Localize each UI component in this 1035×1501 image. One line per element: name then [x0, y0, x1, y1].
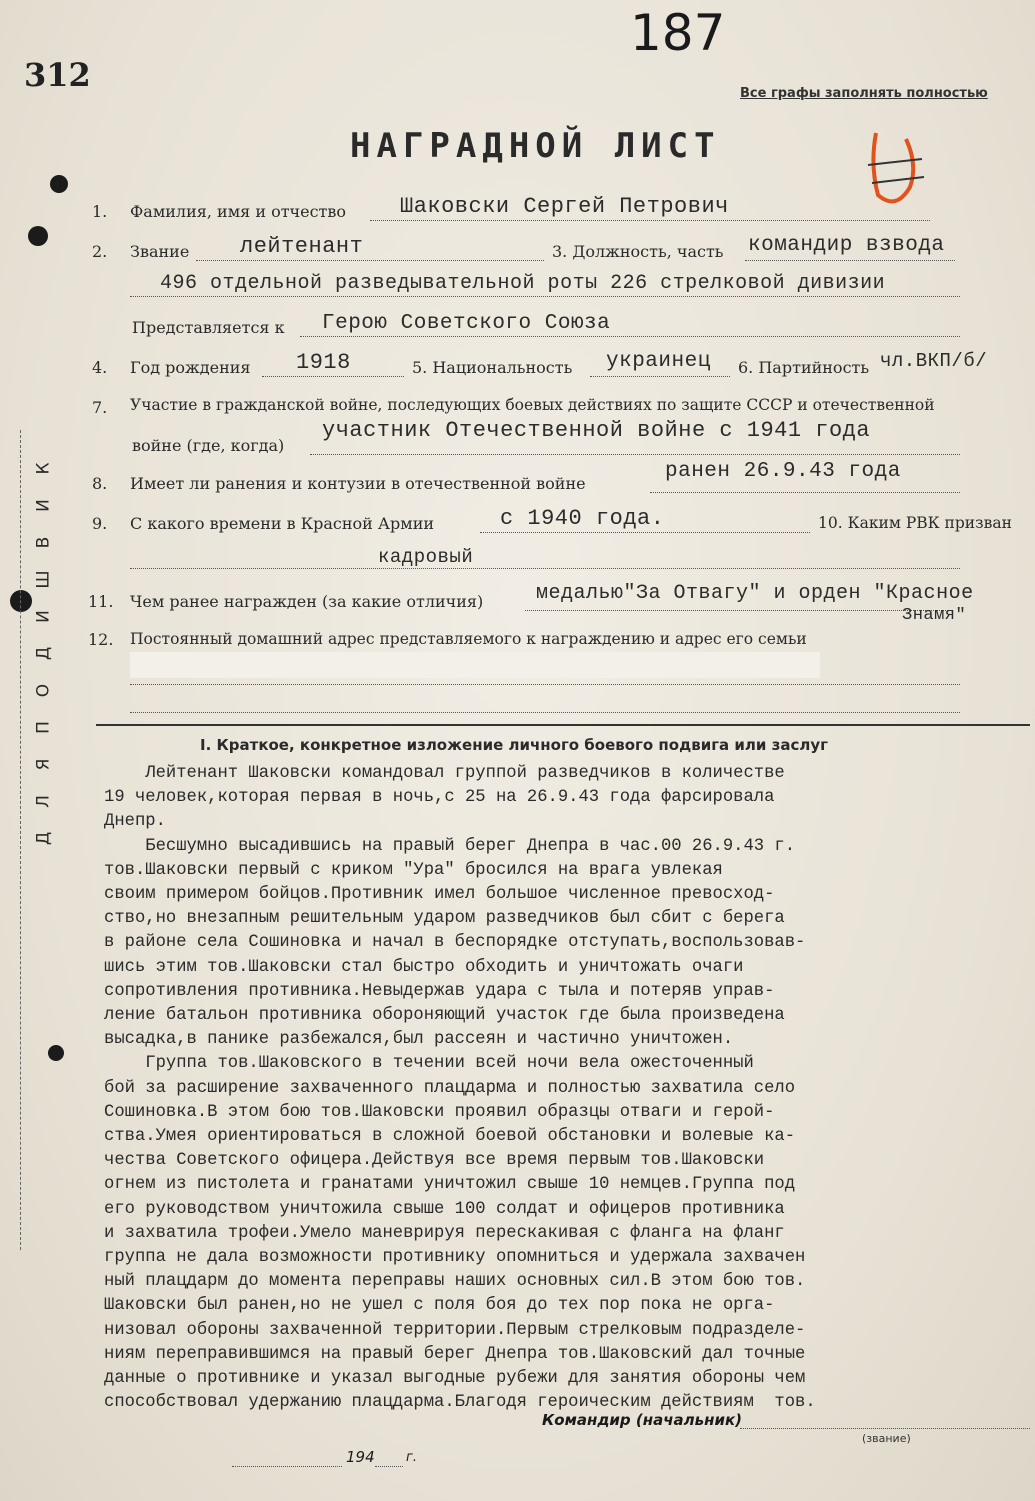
redacted-address	[130, 652, 820, 678]
narrative-line: Сошиновка.В этом бою тов.Шаковски проявил образцы отваги и герой-	[104, 1102, 775, 1122]
year-label: 194	[346, 1448, 375, 1466]
narrative-text	[104, 762, 1029, 1415]
field-6-label: 6. Партийность	[738, 358, 870, 377]
narrative-line: группа не дала возможности противнику опомниться и удержала захвачен	[104, 1248, 806, 1268]
narrative-line: способствовал удержанию плацдарма.Благодя героическим действиям тов.	[104, 1393, 816, 1413]
date-line	[232, 1466, 342, 1467]
narrative-line: высадка,в панике разбежался,был рассеян и частично уничтожен.	[104, 1030, 734, 1050]
field-11-label: Чем ранее награжден (за какие отличия)	[130, 592, 484, 611]
field-1-line	[370, 220, 930, 221]
narrative-line: бой за расширение захваченного плацдарма и полностью захватила село	[104, 1078, 796, 1098]
field-4-line	[262, 376, 404, 377]
present-line	[300, 336, 960, 337]
field-3-line-2	[130, 296, 960, 297]
section-title: I. Краткое, конкретное изложение личного боевого подвига или заслуг	[200, 736, 828, 754]
punch-hole	[28, 226, 48, 246]
side-strip-line	[20, 430, 21, 1250]
punch-hole	[48, 1045, 64, 1061]
field-6-value: чл.ВКП/б/	[880, 350, 988, 372]
side-strip-letter: Д	[33, 646, 54, 661]
narrative-line: 19 человек,которая первая в ночь,с 25 на 26.9.43 года фарсировала	[104, 788, 775, 808]
field-2-line	[196, 260, 544, 261]
field-1-value: Шаковски Сергей Петрович	[400, 194, 729, 219]
field-3-value-cont: 496 отдельной разведывательной роты 226 стрелковой дивизии	[160, 272, 886, 295]
narrative-line: ление батальон противника обороняющий участок где была произведена	[104, 1006, 785, 1026]
commander-line	[740, 1428, 1030, 1429]
narrative-line: Бесшумно высадившись на правый берег Днепра в час.00 26.9.43 г.	[104, 836, 796, 856]
field-12-line	[130, 684, 960, 685]
field-5-label: 5. Национальность	[412, 358, 573, 377]
field-4-label: Год рождения	[130, 358, 251, 377]
field-2-number: 2.	[92, 242, 108, 261]
field-9-number: 9.	[92, 514, 108, 533]
year-line	[375, 1466, 403, 1467]
side-strip-letter: О	[33, 683, 54, 698]
narrative-line: ный плацдарм до момента переправы наших основных сил.В этом бою тов.	[104, 1272, 806, 1292]
field-7-label: Участие в гражданской войне, последующих боевых действиях по защите СССР и отечественной	[130, 396, 935, 414]
field-8-number: 8.	[92, 474, 108, 493]
side-strip-letter: Д	[33, 831, 54, 846]
narrative-line: Шаковски был ранен,но не ушел с поля боя до тех пор пока не орга-	[104, 1296, 775, 1316]
side-strip-letters	[34, 450, 54, 857]
field-12-label: Постоянный домашний адрес представляемого к награждению и адрес его семьи	[130, 630, 807, 648]
narrative-line: низовал обороны захваченной территории.Первым стрелковым подразделе-	[104, 1320, 806, 1340]
punch-hole	[50, 175, 68, 193]
field-4-number: 4.	[92, 358, 108, 377]
narrative-line: Группа тов.Шаковского в течении всей ночи вела ожесточенный	[104, 1054, 754, 1074]
field-3-label: 3. Должность, часть	[552, 242, 724, 261]
present-label: Представляется к	[132, 318, 285, 337]
present-value: Герою Советского Союза	[322, 312, 611, 335]
field-1-number: 1.	[92, 202, 108, 221]
field-2-value: лейтенант	[240, 234, 364, 259]
side-strip-letter: Я	[33, 758, 54, 771]
narrative-line: сопротивления противника.Невыдержав удара с тыла и потеряв управ-	[104, 981, 775, 1001]
sheet-number: 187	[630, 4, 726, 62]
field-9-line	[480, 532, 810, 533]
field-7-label-2: войне (где, когда)	[132, 436, 285, 455]
field-5-line	[590, 376, 730, 377]
narrative-line: ства.Умея ориентироваться в сложной боевой обстановки и волевые ка-	[104, 1127, 796, 1147]
section-divider	[96, 724, 1030, 726]
red-pencil-mark	[866, 125, 926, 215]
narrative-line: в районе села Сошиновка и начал в беспорядке отступать,воспользовав-	[104, 933, 806, 953]
field-7-line	[310, 454, 960, 455]
page-title: НАГРАДНОЙ ЛИСТ	[350, 126, 721, 166]
narrative-line: ство,но внезапным решительным ударом разведчиков был сбит с берега	[104, 909, 785, 929]
field-7-number: 7.	[92, 398, 108, 417]
field-12-number: 12.	[88, 630, 114, 649]
narrative-line: его руководством уничтожила свыше 100 солдат и офицеров противника	[104, 1199, 785, 1219]
field-11-value: медалью"За Отвагу" и орден "Красное	[536, 582, 974, 605]
field-10-line	[130, 568, 960, 569]
side-strip-letter: И	[33, 499, 54, 512]
rank-label: (звание)	[862, 1432, 911, 1445]
field-8-label: Имеет ли ранения и контузии в отечественной войне	[130, 474, 586, 493]
narrative-line: и захватила трофеи.Умело маневрируя перескакивая с фланга на фланг	[104, 1223, 785, 1243]
field-11-line	[525, 610, 950, 611]
narrative-line: ниям переправившимся на правый берег Днепра тов.Шаковский дал точные	[104, 1344, 806, 1364]
field-8-line	[650, 492, 960, 493]
field-10-value: кадровый	[378, 546, 474, 568]
field-10-label: 10. Каким РВК призван	[818, 514, 1012, 532]
side-strip-letter: В	[33, 536, 54, 549]
year-suffix: г.	[406, 1450, 417, 1465]
narrative-line: Днепр.	[104, 812, 166, 832]
archive-number: 312	[24, 56, 91, 94]
field-8-value: ранен 26.9.43 года	[665, 460, 901, 483]
fill-instruction: Все графы заполнять полностью	[740, 86, 988, 101]
field-11-value-2: Знамя"	[902, 606, 967, 625]
field-12-line-2	[130, 712, 960, 713]
side-strip-letter: Ш	[33, 570, 54, 589]
field-4-value: 1918	[296, 350, 351, 375]
field-2-label: Звание	[130, 242, 190, 261]
field-3-value: командир взвода	[748, 234, 945, 257]
narrative-line: своим примером бойцов.Противник имел большое численное превосход-	[104, 885, 775, 905]
field-5-value: украинец	[606, 350, 711, 373]
field-1-label: Фамилия, имя и отчество	[130, 202, 347, 221]
side-strip-letter: И	[33, 610, 54, 623]
side-strip-letter: К	[33, 462, 54, 475]
narrative-line: данные о противнике и указал выгодные рубежи для занятия обороны чем	[104, 1369, 806, 1389]
field-9-label: С какого времени в Красной Армии	[130, 514, 435, 533]
field-9-value: с 1940 года.	[500, 506, 665, 531]
commander-label: Командир (начальник)	[542, 1411, 743, 1429]
narrative-line: Лейтенант Шаковски командовал группой разведчиков в количестве	[104, 764, 785, 783]
field-11-number: 11.	[88, 592, 114, 611]
field-7-value: участник Отечественной войне с 1941 года	[322, 418, 871, 443]
side-strip-letter: Л	[33, 795, 54, 808]
narrative-line: шись этим тов.Шаковски стал быстро обходить и уничтожать очаги	[104, 957, 744, 977]
narrative-line: чества Советского офицера.Действуя все время первым тов.Шаковски	[104, 1151, 765, 1171]
side-strip-letter: П	[33, 721, 54, 734]
narrative-line: тов.Шаковски первый с криком "Ура" бросился на врага увлекая	[104, 860, 723, 880]
narrative-line: огнем из пистолета и гранатами уничтожил свыше 10 немцев.Группа под	[104, 1175, 796, 1195]
field-3-line	[745, 260, 955, 261]
